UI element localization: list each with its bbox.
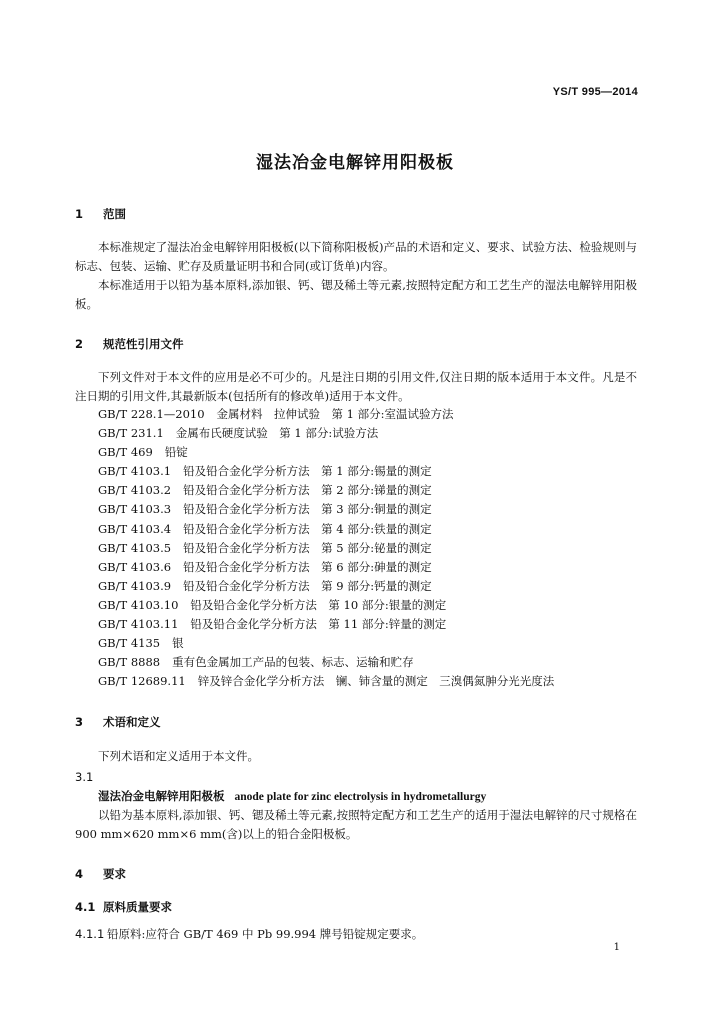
reference-code: GB/T 4103.2	[98, 483, 172, 498]
section-4-heading	[75, 866, 126, 882]
reference-code: GB/T 231.1	[98, 426, 164, 441]
reference-title: 铅及铅合金化学分析方法 第 1 部分:锡量的测定	[183, 464, 432, 479]
term-english: anode plate for zinc electrolysis in hydrometallurgy	[234, 791, 487, 803]
section-3-title: 术语和定义	[103, 715, 161, 729]
reference-code: GB/T 4103.3	[98, 502, 172, 517]
reference-title: 铅及铅合金化学分析方法 第 4 部分:铁量的测定	[183, 521, 432, 536]
page-number: 1	[613, 942, 620, 953]
section-1-heading	[75, 206, 126, 222]
reference-code: GB/T 4103.11	[98, 617, 179, 632]
reference-title: 铅及铅合金化学分析方法 第 5 部分:铋量的测定	[183, 540, 432, 555]
section-3-number: 3	[75, 715, 84, 729]
reference-item	[98, 481, 554, 500]
section-2-title: 规范性引用文件	[103, 337, 184, 351]
reference-title: 铅及铅合金化学分析方法 第 6 部分:砷量的测定	[183, 559, 432, 574]
term-chinese: 湿法冶金电解锌用阳极板	[98, 789, 225, 803]
normative-reference-list	[98, 405, 554, 691]
reference-item	[98, 405, 554, 424]
reference-code: GB/T 4135	[98, 636, 161, 651]
section-1-paragraph-1: 本标准规定了湿法冶金电解锌用阳极板(以下简称阳极板)产品的术语和定义、要求、试验方法、检验规则与标志、包装、运输、贮存及质量证明书和合同(或订货单)内容。	[75, 240, 637, 273]
subsection-4-1-number: 4.1	[75, 900, 96, 914]
reference-item	[98, 634, 554, 653]
section-2-number: 2	[75, 337, 84, 351]
reference-item	[98, 577, 554, 596]
reference-code: GB/T 4103.1	[98, 464, 172, 479]
reference-code: GB/T 228.1—2010	[98, 407, 205, 421]
reference-code: GB/T 8888	[98, 655, 161, 670]
reference-title: 铅及铅合金化学分析方法 第 9 部分:钙量的测定	[183, 578, 432, 593]
reference-title: 银	[172, 636, 184, 651]
reference-item	[98, 462, 554, 481]
section-4-number: 4	[75, 867, 84, 881]
section-3-heading	[75, 714, 161, 730]
clause-4-1-1-number: 4.1.1	[75, 927, 105, 941]
subsection-4-1-heading	[75, 899, 172, 915]
clause-4-1-1	[75, 926, 423, 942]
reference-title: 锌及锌合金化学分析方法 镧、铈含量的测定 三溴偶氮胂分光光度法	[197, 674, 555, 689]
term-entry	[98, 788, 486, 804]
term-definition: 以铅为基本原料,添加银、钙、锶及稀土等元素,按照特定配方和工艺生产的适用于湿法电解锌的尺寸规格在 900 mm×620 mm×6 mm(含)以上的铅合金阳极板。	[75, 808, 637, 841]
reference-code: GB/T 12689.11	[98, 674, 186, 689]
reference-title: 金属布氏硬度试验 第 1 部分:试验方法	[175, 426, 379, 441]
reference-code: GB/T 469	[98, 445, 153, 460]
subsection-4-1-title: 原料质量要求	[103, 900, 172, 914]
reference-title: 铅及铅合金化学分析方法 第 3 部分:铜量的测定	[183, 502, 432, 517]
reference-item	[98, 424, 554, 443]
reference-code: GB/T 4103.4	[98, 521, 172, 536]
reference-title: 重有色金属加工产品的包装、标志、运输和贮存	[172, 655, 414, 670]
reference-title: 铅及铅合金化学分析方法 第 10 部分:银量的测定	[190, 597, 447, 612]
document-title: 湿法冶金电解锌用阳极板	[256, 153, 454, 173]
reference-code: GB/T 4103.9	[98, 578, 172, 593]
reference-item	[98, 596, 554, 615]
section-2-heading	[75, 336, 184, 352]
standard-code: YS/T 995—2014	[552, 86, 638, 98]
section-1-paragraph-2: 本标准适用于以铅为基本原料,添加银、钙、锶及稀土等元素,按照特定配方和工艺生产的湿法电解锌用阳极板。	[75, 278, 637, 311]
reference-item	[98, 558, 554, 577]
section-1-number: 1	[75, 207, 84, 221]
reference-item	[98, 615, 554, 634]
reference-title: 金属材料 拉伸试验 第 1 部分:室温试验方法	[216, 407, 454, 421]
reference-item	[98, 500, 554, 519]
reference-code: GB/T 4103.10	[98, 597, 179, 612]
reference-title: 铅锭	[164, 445, 188, 460]
section-4-title: 要求	[103, 867, 126, 881]
clause-4-1-1-text: 铅原料:应符合 GB/T 469 中 Pb 99.994 牌号铅锭规定要求。	[107, 927, 424, 941]
reference-item	[98, 520, 554, 539]
reference-code: GB/T 4103.6	[98, 559, 172, 574]
reference-item	[98, 539, 554, 558]
section-3-intro: 下列术语和定义适用于本文件。	[98, 749, 259, 763]
reference-code: GB/T 4103.5	[98, 540, 172, 555]
section-2-intro: 下列文件对于本文件的应用是必不可少的。凡是注日期的引用文件,仅注日期的版本适用于本文件。凡是不注日期的引用文件,其最新版本(包括所有的修改单)适用于本文件。	[75, 370, 637, 403]
reference-item	[98, 443, 554, 462]
section-1-title: 范围	[103, 207, 126, 221]
reference-title: 铅及铅合金化学分析方法 第 2 部分:锑量的测定	[183, 483, 432, 498]
term-number: 3.1	[75, 770, 94, 784]
reference-item	[98, 672, 554, 691]
reference-title: 铅及铅合金化学分析方法 第 11 部分:锌量的测定	[190, 617, 447, 632]
reference-item	[98, 653, 554, 672]
